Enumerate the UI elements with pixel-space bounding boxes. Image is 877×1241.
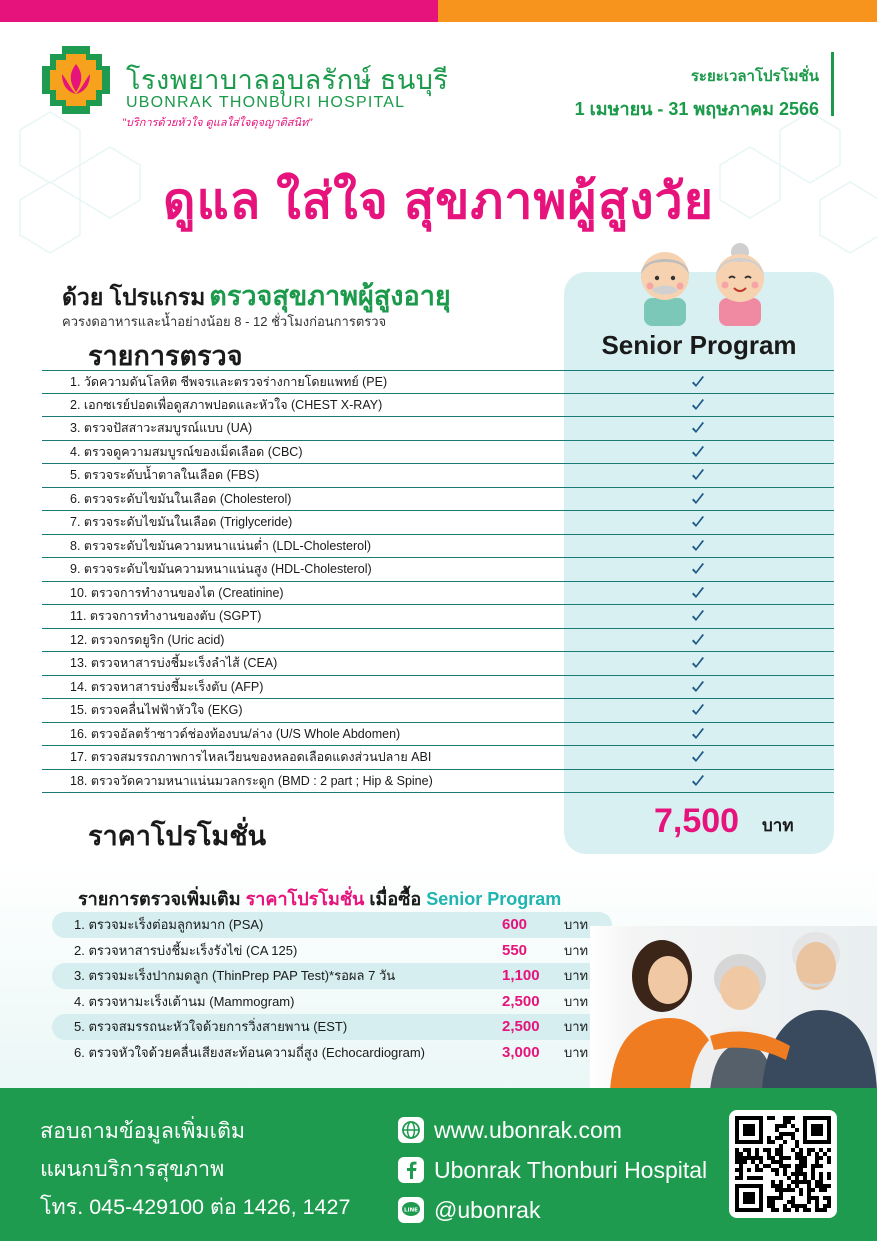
line-icon-text: LINE: [404, 1207, 418, 1214]
checkup-item-text: 11. ตรวจการทำงานของตับ (SGPT): [70, 609, 262, 624]
checkup-items-list: [42, 370, 834, 793]
extra-item-price: 550: [502, 941, 528, 959]
check-icon: [690, 467, 706, 483]
check-icon: [690, 538, 706, 554]
extra-item: [52, 1014, 612, 1040]
extra-item-unit: บาท: [564, 1044, 589, 1060]
hospital-name-thai: โรงพยาบาลอุบลรักษ์ ธนบุรี: [126, 65, 449, 95]
extra-item-text: 6. ตรวจหัวใจด้วยคลื่นเสียงสะท้อนความถี่สูง (Echocardiogram): [74, 1044, 426, 1060]
checkup-item-text: 1. วัดความดันโลหิต ชีพจรและตรวจร่างกายโดยแพทย์ (PE): [70, 374, 388, 389]
extra-item-text: 1. ตรวจมะเร็งต่อมลูกหมาก (PSA): [74, 917, 264, 933]
line-icon: [398, 1197, 424, 1223]
checkup-item-text: 6. ตรวจระดับไขมันในเลือด (Cholesterol): [70, 491, 292, 506]
fasting-note: ควรงดอาหารและน้ำอย่างน้อย 8 - 12 ชั่วโมงก่อนการตรวจ: [62, 314, 387, 329]
check-icon: [690, 749, 706, 765]
checkup-item: [42, 370, 834, 394]
promotion-divider: [831, 52, 834, 116]
checkup-item: [42, 605, 834, 629]
check-icon: [690, 726, 706, 742]
check-icon: [690, 444, 706, 460]
facebook-row[interactable]: [398, 1150, 707, 1190]
extra-item-price: 2,500: [502, 992, 540, 1010]
elderly-man-icon: [630, 240, 700, 326]
website-row[interactable]: [398, 1110, 707, 1150]
senior-program-column-header: Senior Program: [601, 330, 797, 360]
promotion-period-label: ระยะเวลาโปรโมชั่น: [690, 68, 819, 85]
check-icon: [690, 773, 706, 789]
checkup-item-text: 5. ตรวจระดับน้ำตาลในเลือด (FBS): [70, 468, 260, 483]
top-bar-pink: [0, 0, 438, 22]
qr-code[interactable]: [729, 1110, 837, 1218]
check-icon: [690, 632, 706, 648]
checkup-item: [42, 746, 834, 770]
check-icon: [690, 374, 706, 390]
checkup-item-text: 9. ตรวจระดับไขมันความหนาแน่นสูง (HDL-Cholesterol): [70, 562, 372, 577]
extra-item: [52, 938, 612, 964]
family-photo: [590, 926, 877, 1090]
extra-item: [52, 989, 612, 1015]
contact-phone: โทร. 045-429100 ต่อ 1426, 1427: [40, 1195, 351, 1219]
facebook-page-link[interactable]: Ubonrak Thonburi Hospital: [434, 1156, 708, 1183]
checkup-item: [42, 488, 834, 512]
checkup-item-text: 7. ตรวจระดับไขมันในเลือด (Triglyceride): [70, 515, 293, 530]
hospital-slogan: "บริการด้วยหัวใจ ดูแลใส่ใจดุจญาติสนิท": [122, 117, 313, 129]
contact-more-info: สอบถามข้อมูลเพิ่มเติม: [40, 1119, 246, 1143]
checkup-list-title: รายการตรวจ: [88, 341, 243, 371]
checkup-item: [42, 417, 834, 441]
checkup-item-text: 3. ตรวจปัสสาวะสมบูรณ์แบบ (UA): [70, 421, 253, 436]
checkup-item: [42, 652, 834, 676]
contact-channels: [398, 1110, 707, 1230]
extras-title-part4: Senior Program: [426, 889, 562, 909]
extra-item-price: 1,100: [502, 967, 540, 985]
line-row[interactable]: [398, 1190, 707, 1230]
check-icon: [690, 608, 706, 624]
check-icon: [690, 655, 706, 671]
checkup-item-text: 14. ตรวจหาสารบ่งชี้มะเร็งตับ (AFP): [70, 679, 264, 694]
checkup-item: [42, 770, 834, 794]
checkup-item-text: 12. ตรวจกรดยูริก (Uric acid): [70, 632, 225, 647]
checkup-item: [42, 441, 834, 465]
extra-item: [52, 963, 612, 989]
promotion-period-dates: 1 เมษายน - 31 พฤษภาคม 2566: [574, 99, 819, 119]
checkup-item-text: 18. ตรวจวัดความหนาแน่นมวลกระดูก (BMD : 2 part ; Hip & Spine): [70, 773, 433, 788]
extra-item-text: 5. ตรวจสมรรถนะหัวใจด้วยการวิ่งสายพาน (EST): [74, 1019, 348, 1035]
extra-item-text: 3. ตรวจมะเร็งปากมดลูก (ThinPrep PAP Test)*รอผล 7 วัน: [74, 968, 396, 984]
promotion-price-unit: บาท: [762, 816, 794, 835]
contact-info: [40, 1112, 350, 1226]
program-prefix: ด้วย โปรแกรม: [62, 284, 206, 310]
checkup-item-text: 16. ตรวจอัลตร้าซาวด์ช่องท้องบน/ล่าง (U/S Whole Abdomen): [70, 726, 401, 741]
extra-item-unit: บาท: [564, 968, 589, 984]
checkup-item: [42, 394, 834, 418]
extra-item-unit: บาท: [564, 942, 589, 958]
extras-title-part3: เมื่อซื้อ: [369, 889, 422, 909]
checkup-item: [42, 558, 834, 582]
contact-department: แผนกบริการสุขภาพ: [40, 1157, 225, 1181]
hospital-name-english: UBONRAK THONBURI HOSPITAL: [126, 94, 406, 111]
line-id-link[interactable]: @ubonrak: [434, 1196, 541, 1223]
extra-item-price: 3,000: [502, 1043, 540, 1061]
extra-item-unit: บาท: [564, 917, 589, 933]
extra-item-text: 4. ตรวจหามะเร็งเต้านม (Mammogram): [74, 993, 295, 1009]
checkup-item: [42, 582, 834, 606]
checkup-item-text: 8. ตรวจระดับไขมันความหนาแน่นต่ำ (LDL-Cholesterol): [70, 538, 372, 553]
checkup-item: [42, 723, 834, 747]
extra-item-text: 2. ตรวจหาสารบ่งชี้มะเร็งรังไข่ (CA 125): [74, 942, 298, 958]
checkup-item-text: 17. ตรวจสมรรถภาพการไหลเวียนของหลอดเลือดแดงส่วนปลาย ABI: [70, 750, 432, 765]
extras-title-part1: รายการตรวจเพิ่มเติม: [78, 889, 241, 909]
extras-title-part2: ราคาโปรโมชั่น: [245, 889, 365, 909]
promotion-period: [575, 64, 819, 123]
elderly-woman-icon: [705, 240, 775, 326]
check-icon: [690, 514, 706, 530]
checkup-item-text: 10. ตรวจการทำงานของไต (Creatinine): [70, 585, 284, 600]
top-bar-orange: [438, 0, 877, 22]
extra-item-price: 600: [502, 916, 528, 934]
checkup-item: [42, 676, 834, 700]
checkup-item: [42, 629, 834, 653]
extra-item: [52, 912, 612, 938]
checkup-item: [42, 699, 834, 723]
extra-item-unit: บาท: [564, 993, 589, 1009]
checkup-item: [42, 511, 834, 535]
checkup-item-text: 13. ตรวจหาสารบ่งชี้มะเร็งลำไส้ (CEA): [70, 656, 278, 671]
check-icon: [690, 491, 706, 507]
facebook-icon: [398, 1157, 424, 1183]
check-icon: [690, 702, 706, 718]
checkup-item-text: 4. ตรวจดูความสมบูรณ์ของเม็ดเลือด (CBC): [70, 444, 303, 459]
checkup-item: [42, 535, 834, 559]
main-headline: ดูแล ใส่ใจ สุขภาพผู้สูงวัย: [162, 173, 715, 229]
checkup-item-text: 2. เอกซเรย์ปอดเพื่อดูสภาพปอดและหัวใจ (CHEST X-RAY): [70, 397, 383, 412]
check-icon: [690, 679, 706, 695]
hospital-lotus-logo-icon: [40, 44, 112, 116]
website-link[interactable]: www.ubonrak.com: [434, 1116, 622, 1143]
top-color-bar: [0, 0, 877, 22]
program-name: ตรวจสุขภาพผู้สูงอายุ: [209, 281, 451, 311]
check-icon: [690, 585, 706, 601]
extra-item-unit: บาท: [564, 1019, 589, 1035]
extras-list: [52, 912, 612, 1065]
extra-item: [52, 1040, 612, 1066]
check-icon: [690, 420, 706, 436]
checkup-item-text: 15. ตรวจคลื่นไฟฟ้าหัวใจ (EKG): [70, 703, 243, 718]
promotion-price-label: ราคาโปรโมชั่น: [88, 821, 267, 851]
extra-item-price: 2,500: [502, 1018, 540, 1036]
checkup-item: [42, 464, 834, 488]
check-icon: [690, 561, 706, 577]
globe-icon: [398, 1117, 424, 1143]
extras-title: [78, 884, 561, 913]
promotion-price-value: 7,500: [654, 802, 740, 840]
check-icon: [690, 397, 706, 413]
